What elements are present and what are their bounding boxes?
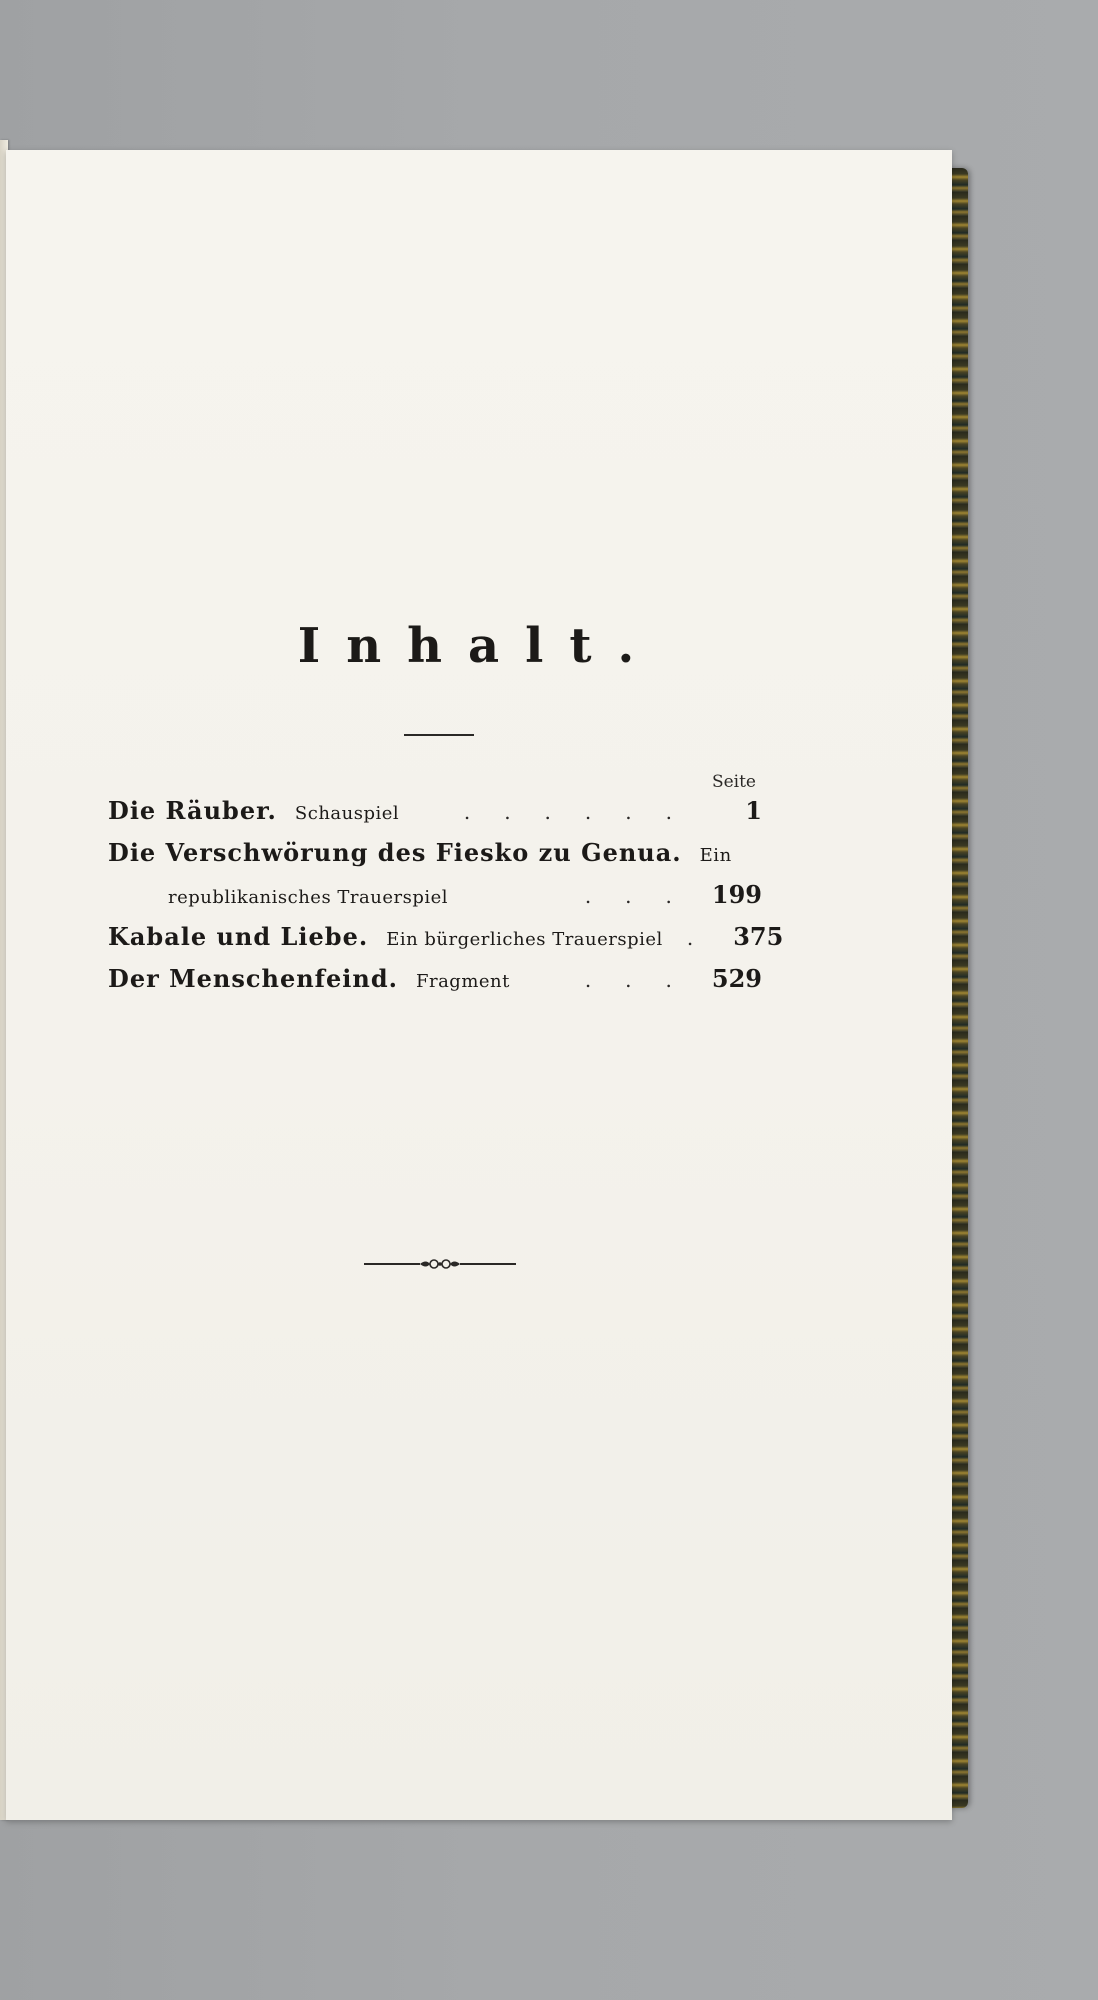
toc-entry-kabale [108, 922, 784, 964]
toc-entry-subtitle: Schauspiel [294, 803, 400, 824]
page-title: Inhalt. [297, 618, 661, 674]
toc-entry-page: 1 [745, 796, 762, 825]
toc-entry-raeuber [108, 796, 762, 838]
toc-entry-title: Die Räuber. [108, 796, 277, 825]
toc-leader-dots: . [686, 926, 728, 950]
toc-entry-title: Kabale und Liebe. [108, 922, 369, 951]
book-page [6, 150, 952, 1820]
toc-entry-title: Der Menschenfeind. [108, 964, 398, 993]
table-of-contents [108, 796, 784, 1006]
page-column-label: Seite [711, 772, 756, 792]
toc-entry-subtitle: Ein [699, 845, 732, 866]
toc-entry-subtitle: Ein bürgerliches Trauerspiel [386, 929, 663, 950]
toc-entry-page: 199 [711, 880, 762, 909]
title-divider [404, 734, 474, 736]
toc-entry-title: Die Verschwörung des Fiesko zu Genua. [108, 838, 682, 867]
toc-leader-dots: ... [584, 968, 706, 992]
toc-entry-menschenfeind [108, 964, 762, 1006]
toc-entry-fiesko [108, 838, 762, 880]
toc-entry-page: 375 [733, 922, 784, 951]
toc-entry-continuation: republikanisches Trauerspiel [168, 887, 449, 908]
toc-leader-dots: ...... [463, 800, 706, 824]
toc-entry-page: 529 [711, 964, 762, 993]
decorative-rule-ornament-icon [362, 1252, 518, 1276]
toc-leader-dots: ... [584, 884, 706, 908]
toc-entry-subtitle: Fragment [415, 971, 510, 992]
toc-entry-fiesko-continuation [108, 880, 762, 922]
